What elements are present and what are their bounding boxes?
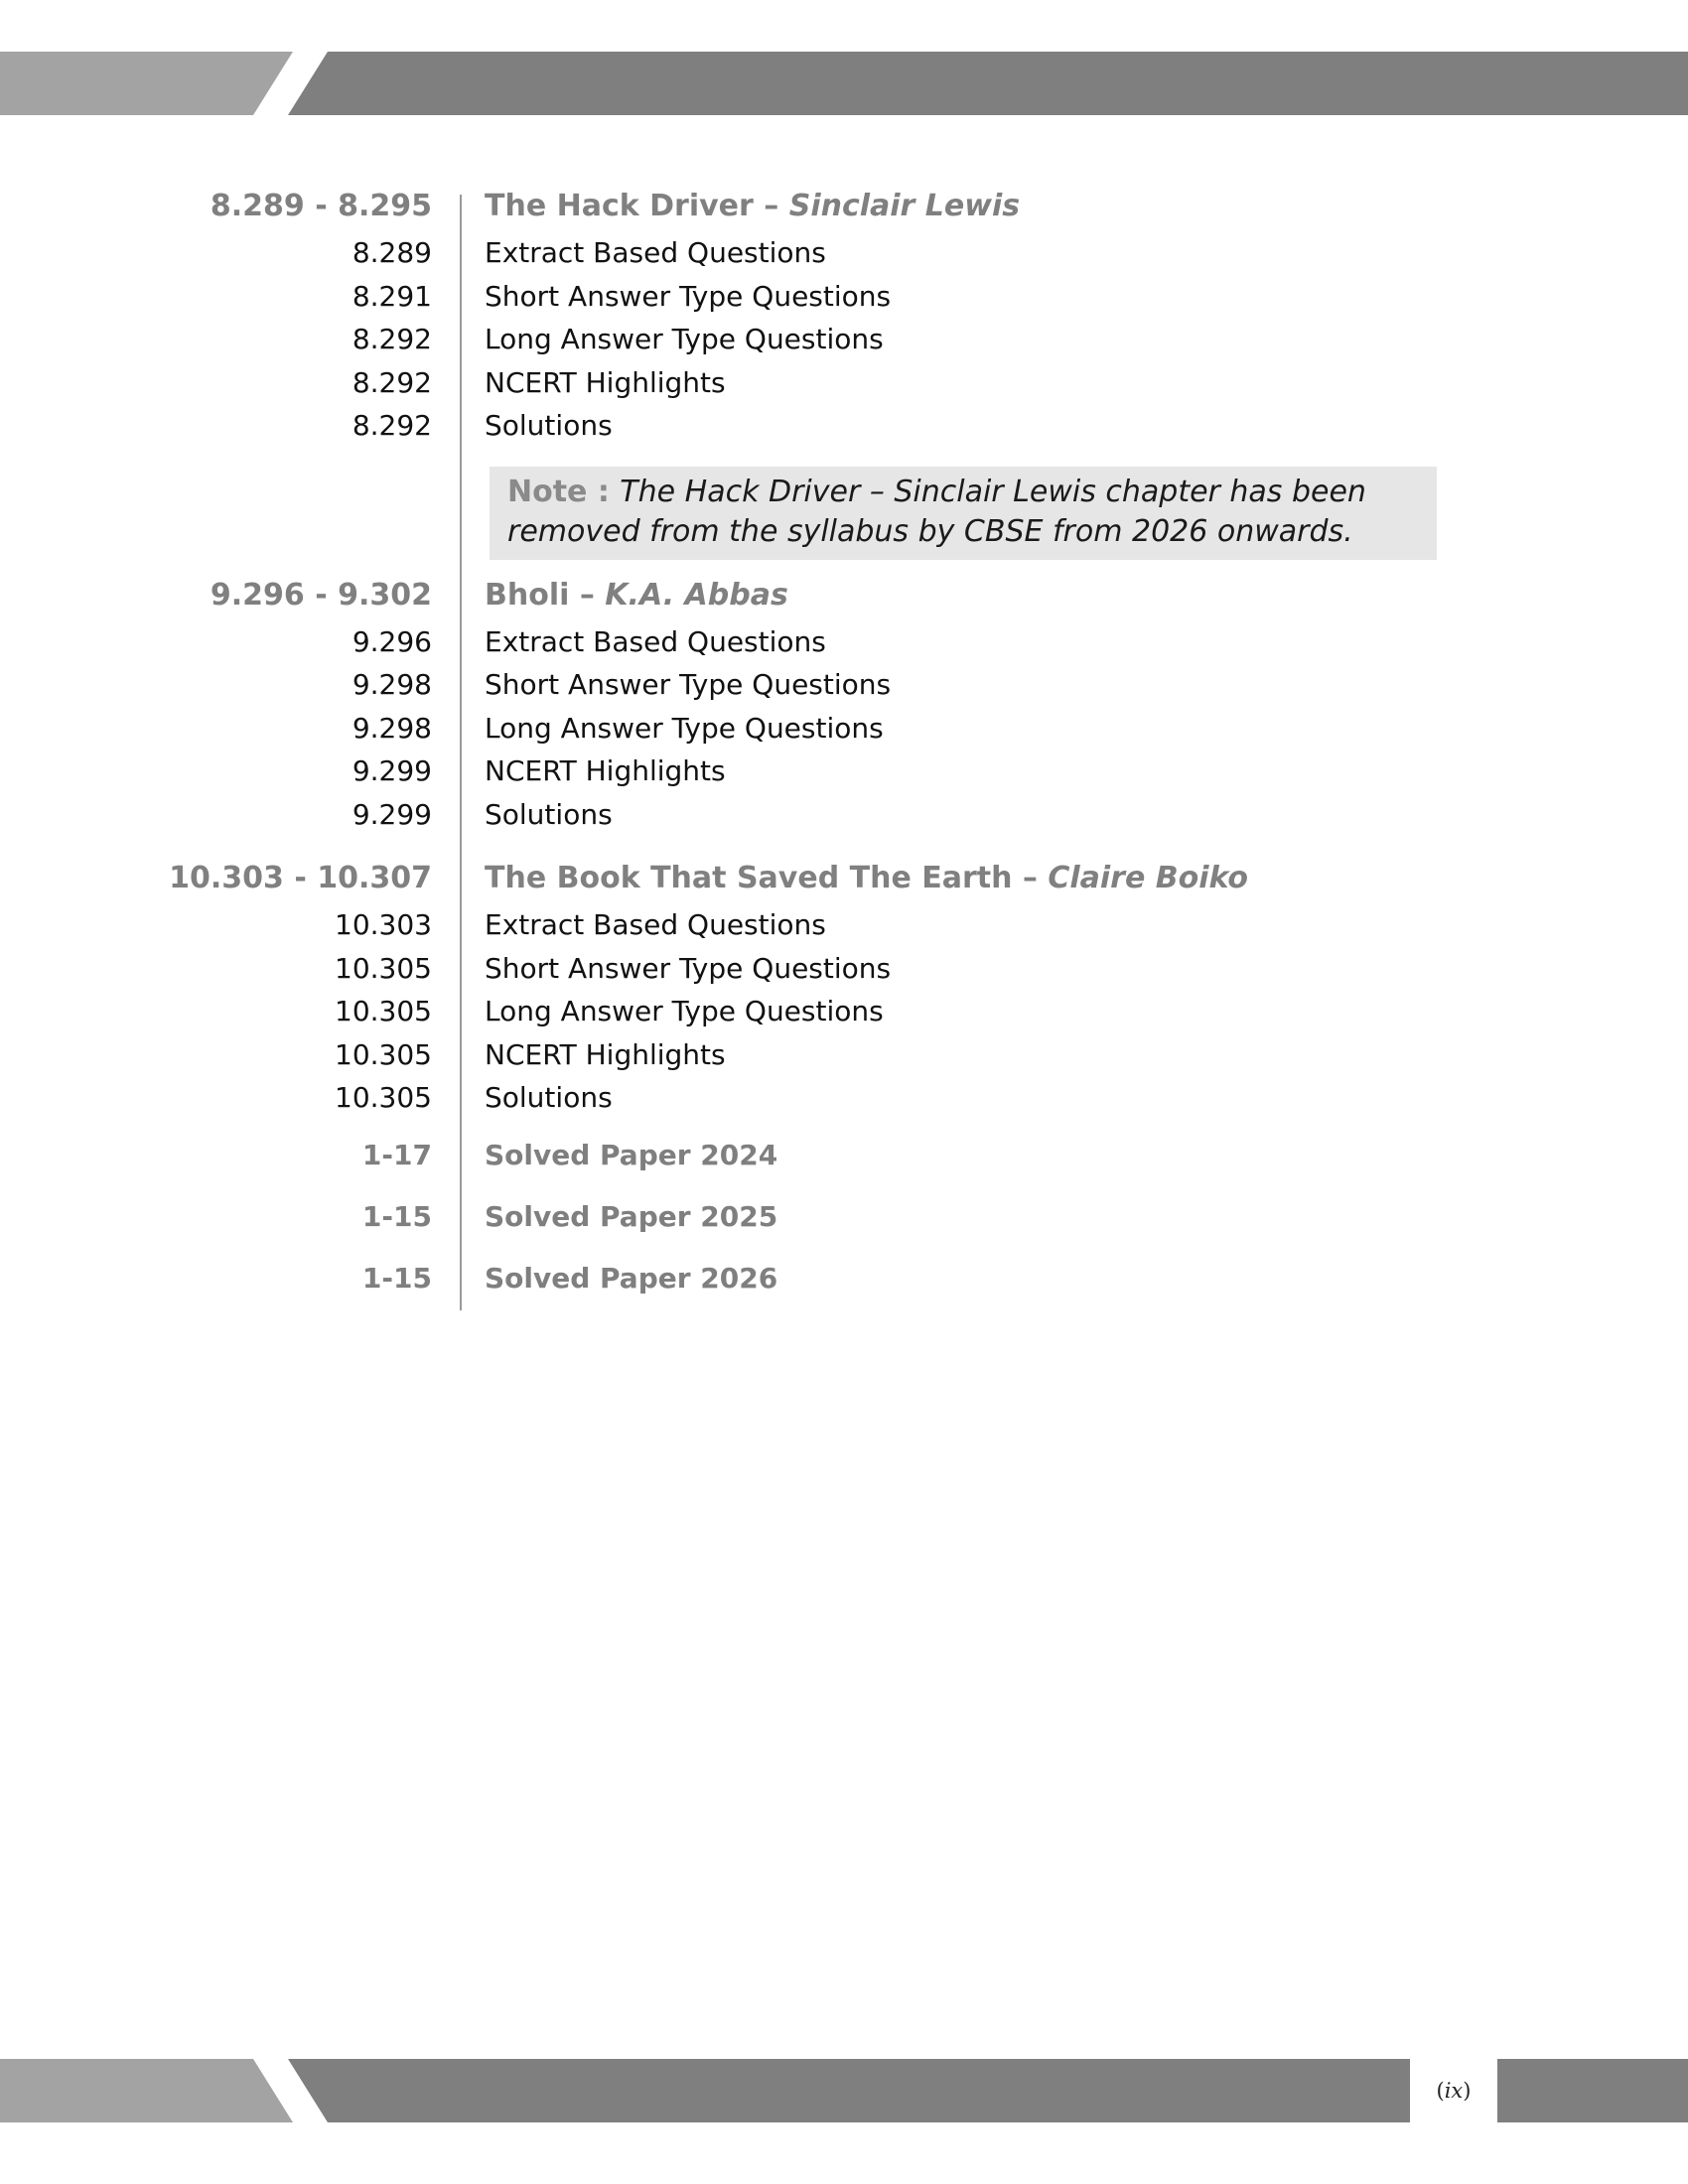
page-number (1410, 2059, 1497, 2122)
section-gap (149, 841, 1440, 861)
toc-item-label: Extract Based Questions (485, 236, 826, 269)
toc-item[interactable] (149, 668, 1440, 712)
toc-item[interactable] (149, 798, 1440, 842)
toc-item-label: Long Answer Type Questions (485, 323, 884, 355)
chapter-title-line (485, 578, 788, 613)
syllabus-note (490, 467, 1437, 560)
toc-divider-line (460, 195, 462, 1310)
toc-item-page: 9.299 (352, 754, 432, 787)
toc-item-page: 10.305 (335, 951, 432, 985)
footer-band-right-segment (1497, 2059, 1688, 2122)
chapter-author: K.A. Abbas (605, 577, 788, 613)
toc-item[interactable] (149, 908, 1440, 952)
chapter-title: Bholi – (485, 577, 606, 613)
page-number-roman: ix (1444, 2079, 1464, 2103)
solved-paper-entry[interactable] (149, 1139, 1440, 1200)
page-number-close: ) (1463, 2079, 1472, 2103)
toc-item[interactable] (149, 236, 1440, 280)
toc-item-page: 10.303 (335, 908, 432, 941)
chapter-heading[interactable] (149, 578, 1440, 625)
toc-item-page: 8.291 (352, 279, 432, 313)
footer-band-dark-segment (288, 2059, 1410, 2122)
chapter-title-line (485, 861, 1248, 895)
toc-item-label: Long Answer Type Questions (485, 995, 884, 1027)
toc-item[interactable] (149, 625, 1440, 669)
toc-item[interactable] (149, 280, 1440, 324)
toc-item-label: Short Answer Type Questions (485, 668, 892, 701)
page-number-open: ( (1436, 2079, 1445, 2103)
toc-item[interactable] (149, 952, 1440, 996)
toc-item[interactable] (149, 366, 1440, 410)
chapter-title-line (485, 189, 1020, 223)
toc-item-page: 10.305 (335, 1037, 432, 1071)
toc-item[interactable] (149, 712, 1440, 755)
footer-band-light-segment (0, 2059, 293, 2122)
header-band-graphic (0, 52, 1688, 115)
note-label: Note : (507, 474, 621, 509)
header-band-light-segment (0, 52, 293, 115)
toc-item[interactable] (149, 1081, 1440, 1125)
toc-item-label: Solutions (485, 797, 613, 831)
chapter-title: The Hack Driver – (485, 189, 789, 223)
toc-item-page: 9.298 (352, 668, 432, 701)
toc-item[interactable] (149, 995, 1440, 1038)
chapter-entry (149, 189, 1440, 560)
solved-paper-label: Solved Paper 2025 (485, 1199, 778, 1233)
toc-item-label: NCERT Highlights (485, 754, 726, 787)
toc-item[interactable] (149, 323, 1440, 366)
chapter-heading[interactable] (149, 189, 1440, 236)
toc-item-page: 8.289 (352, 236, 432, 269)
toc-item-page: 8.292 (352, 409, 432, 442)
toc-item-label: Extract Based Questions (485, 908, 826, 941)
toc-item-page: 9.296 (352, 624, 432, 658)
toc-item-page: 9.298 (352, 711, 432, 745)
chapter-heading[interactable] (149, 861, 1440, 908)
toc-item-page: 8.292 (352, 365, 432, 399)
toc-item[interactable] (149, 1038, 1440, 1082)
chapter-page-range: 8.289 - 8.295 (210, 189, 432, 223)
chapter-author: Claire Boiko (1048, 861, 1249, 895)
header-band (0, 52, 1688, 115)
toc-item-label: Solutions (485, 409, 613, 442)
solved-paper-entry[interactable] (149, 1262, 1440, 1323)
toc-item-page: 8.292 (352, 323, 432, 355)
solved-paper-entry[interactable] (149, 1200, 1440, 1262)
toc-item-page: 10.305 (335, 995, 432, 1027)
toc-item-label: Extract Based Questions (485, 624, 826, 658)
toc-item[interactable] (149, 409, 1440, 453)
table-of-contents (149, 189, 1440, 1323)
solved-paper-pages: 1-17 (361, 1138, 432, 1171)
toc-item-label: Long Answer Type Questions (485, 711, 884, 745)
toc-item-page: 10.305 (335, 1081, 432, 1114)
toc-item-label: Solutions (485, 1081, 613, 1114)
solved-paper-pages: 1-15 (361, 1199, 432, 1233)
toc-item-label: Short Answer Type Questions (485, 951, 892, 985)
toc-item-label: NCERT Highlights (485, 365, 726, 399)
chapter-entry (149, 861, 1440, 1125)
chapter-page-range: 9.296 - 9.302 (210, 577, 432, 613)
chapter-page-range: 10.303 - 10.307 (169, 861, 432, 895)
chapter-entry (149, 578, 1440, 842)
toc-item-label: Short Answer Type Questions (485, 279, 892, 313)
chapter-title: The Book That Saved The Earth – (485, 861, 1049, 895)
toc-item[interactable] (149, 754, 1440, 798)
note-text: The Hack Driver – Sinclair Lewis chapter has been removed from the syllabus by CBSE from 2026 onwards. (507, 474, 1366, 549)
header-band-dark-segment (288, 52, 1688, 115)
chapter-author: Sinclair Lewis (788, 189, 1021, 223)
solved-paper-label: Solved Paper 2026 (485, 1261, 778, 1295)
solved-paper-label: Solved Paper 2024 (485, 1138, 778, 1171)
toc-item-page: 9.299 (352, 797, 432, 831)
solved-paper-pages: 1-15 (361, 1261, 432, 1295)
toc-item-label: NCERT Highlights (485, 1037, 726, 1071)
